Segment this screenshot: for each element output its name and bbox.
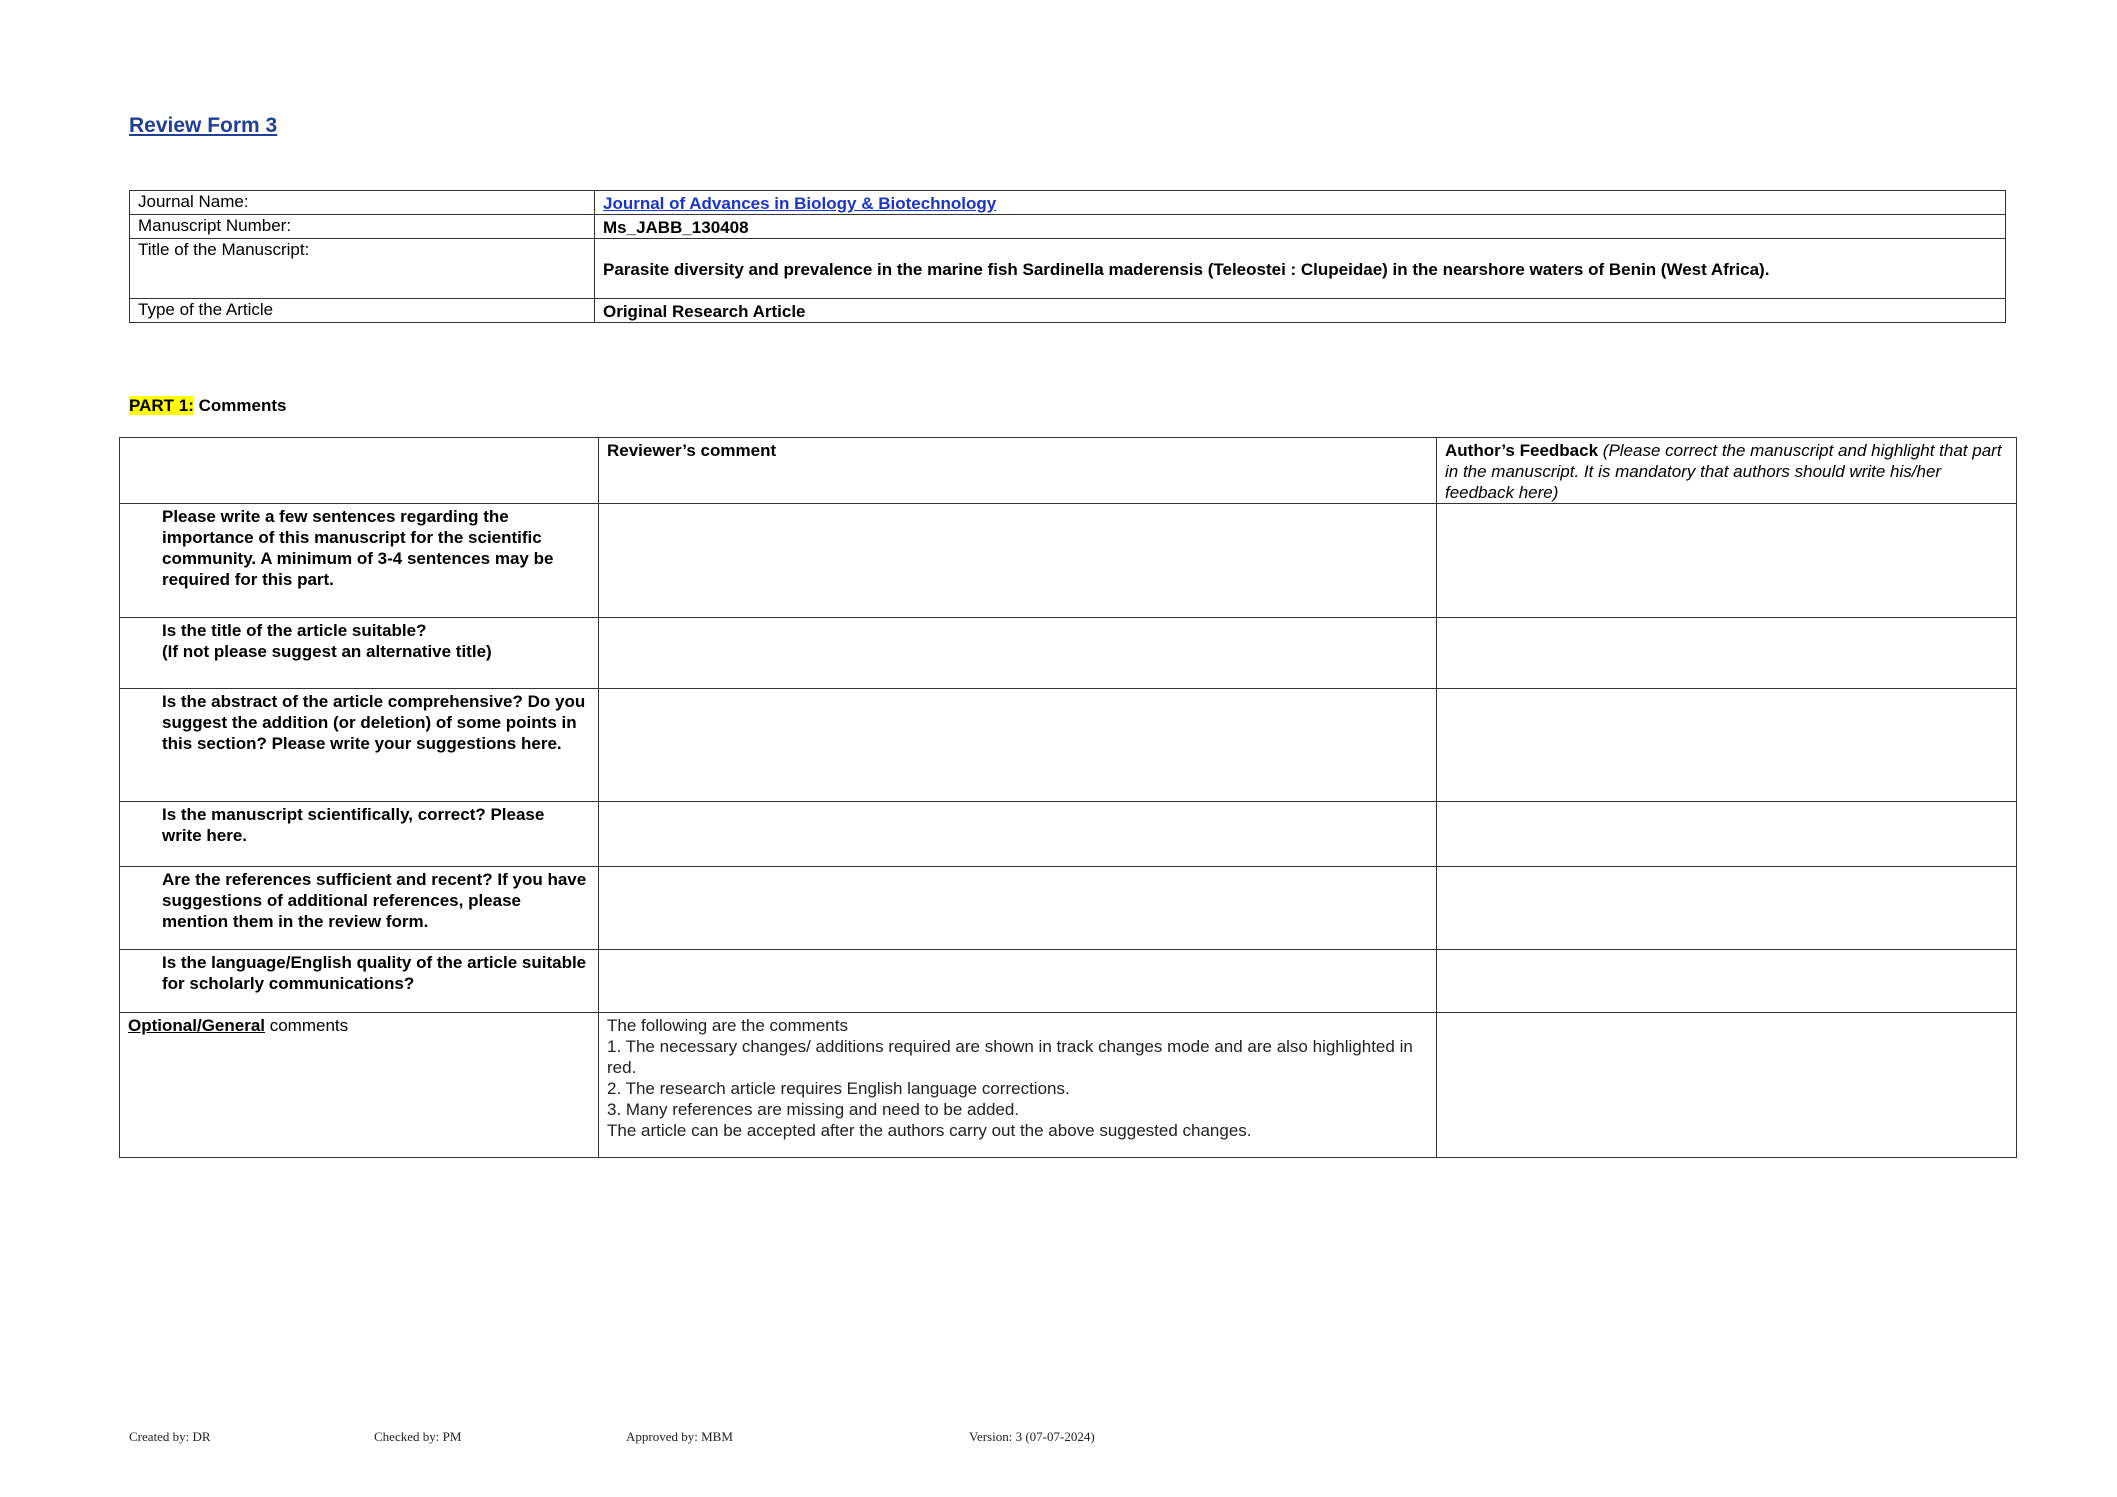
optional-label-part1: Optional: [128, 1016, 197, 1035]
journal-value: [595, 191, 2006, 215]
article-type-row: [130, 299, 2006, 323]
footer-approved-by: Approved by: MBM: [626, 1429, 733, 1444]
manuscript-info-table: [129, 190, 2006, 323]
header-empty-cell: [120, 438, 599, 504]
reviewer-comment-cell[interactable]: [599, 950, 1437, 1013]
optional-label-sep: /: [196, 1016, 202, 1035]
manuscript-number-row: [130, 215, 2006, 239]
question-abstract: Is the abstract of the article comprehensive? Do you suggest the addition (or deletion) of some points in this section? Please write your suggestions here.: [120, 689, 599, 802]
optional-label-part2: General: [201, 1016, 265, 1035]
article-type-label: Type of the Article: [130, 299, 595, 323]
question-row-scientific: [120, 802, 2017, 867]
question-importance: Please write a few sentences regarding the importance of this manuscript for the scientific community. A minimum of 3-4 sentences may be required for this part.: [120, 504, 599, 618]
form-title[interactable]: Review Form 3: [129, 114, 278, 137]
question-row-language: [120, 950, 2017, 1013]
question-references: Are the references sufficient and recent? If you have suggestions of additional references, please mention them in the review form.: [120, 867, 599, 950]
author-feedback-instructions: (Please correct the manuscript and highlight that part in the manuscript. It is mandatory that authors should write his/her feedback here): [1445, 441, 2002, 502]
question-scientific: Is the manuscript scientifically, correct? Please write here.: [120, 802, 599, 867]
question-title: [120, 618, 599, 689]
optional-comments-row: [120, 1013, 2017, 1158]
question-row-abstract: [120, 689, 2017, 802]
author-feedback-cell[interactable]: [1437, 950, 2017, 1013]
journal-row: [130, 191, 2006, 215]
optional-comment-1: 1. The necessary changes/ additions required are shown in track changes mode and are also highlighted in red.: [607, 1037, 1413, 1077]
manuscript-title-row: [130, 239, 2006, 299]
author-feedback-cell[interactable]: [1437, 618, 2017, 689]
journal-label: Journal Name:: [130, 191, 595, 215]
comments-table: [119, 437, 2017, 1158]
part1-highlight: PART 1:: [129, 396, 194, 415]
reviewer-comment-cell[interactable]: [599, 689, 1437, 802]
reviewer-comment-cell[interactable]: [599, 618, 1437, 689]
optional-comment-intro: The following are the comments: [607, 1016, 848, 1035]
reviewer-comment-cell[interactable]: [599, 802, 1437, 867]
manuscript-title-value: Parasite diversity and prevalence in the marine fish Sardinella maderensis (Teleostei : Clupeidae) in the nearshore waters of Benin (West Africa).: [595, 239, 2006, 299]
reviewer-comment-cell[interactable]: [599, 867, 1437, 950]
author-feedback-cell[interactable]: [1437, 867, 2017, 950]
question-row-importance: [120, 504, 2017, 618]
optional-label-rest: comments: [265, 1016, 349, 1035]
author-feedback-title: Author’s Feedback: [1445, 441, 1599, 460]
question-title-line2: (If not please suggest an alternative title): [162, 642, 492, 661]
author-feedback-cell[interactable]: [1437, 802, 2017, 867]
question-row-title: [120, 618, 2017, 689]
manuscript-title-label: Title of the Manuscript:: [130, 239, 595, 299]
reviewer-comment-cell[interactable]: [599, 504, 1437, 618]
article-type-value: Original Research Article: [595, 299, 2006, 323]
optional-comments-label: [120, 1013, 599, 1158]
journal-link[interactable]: Journal of Advances in Biology & Biotechnology: [603, 194, 997, 213]
author-feedback-header: [1437, 438, 2017, 504]
manuscript-number-value: Ms_JABB_130408: [595, 215, 2006, 239]
author-feedback-cell[interactable]: [1437, 689, 2017, 802]
reviewer-comment-header: Reviewer’s comment: [599, 438, 1437, 504]
optional-reviewer-comments[interactable]: [599, 1013, 1437, 1158]
author-feedback-cell[interactable]: [1437, 504, 2017, 618]
part1-label: Comments: [198, 396, 287, 415]
optional-comment-conclusion: The article can be accepted after the authors carry out the above suggested changes.: [607, 1121, 1252, 1140]
footer-version: Version: 3 (07-07-2024): [969, 1429, 1095, 1444]
footer-created-by: Created by: DR: [129, 1429, 211, 1444]
question-language: Is the language/English quality of the article suitable for scholarly communications?: [120, 950, 599, 1013]
question-title-line1: Is the title of the article suitable?: [162, 621, 427, 640]
optional-comment-2: 2. The research article requires English language corrections.: [607, 1079, 1070, 1098]
author-feedback-cell[interactable]: [1437, 1013, 2017, 1158]
comments-header-row: [120, 438, 2017, 504]
question-row-references: [120, 867, 2017, 950]
manuscript-number-label: Manuscript Number:: [130, 215, 595, 239]
optional-comment-3: 3. Many references are missing and need to be added.: [607, 1100, 1020, 1119]
part1-heading: [129, 396, 286, 416]
footer-checked-by: Checked by: PM: [374, 1429, 462, 1444]
